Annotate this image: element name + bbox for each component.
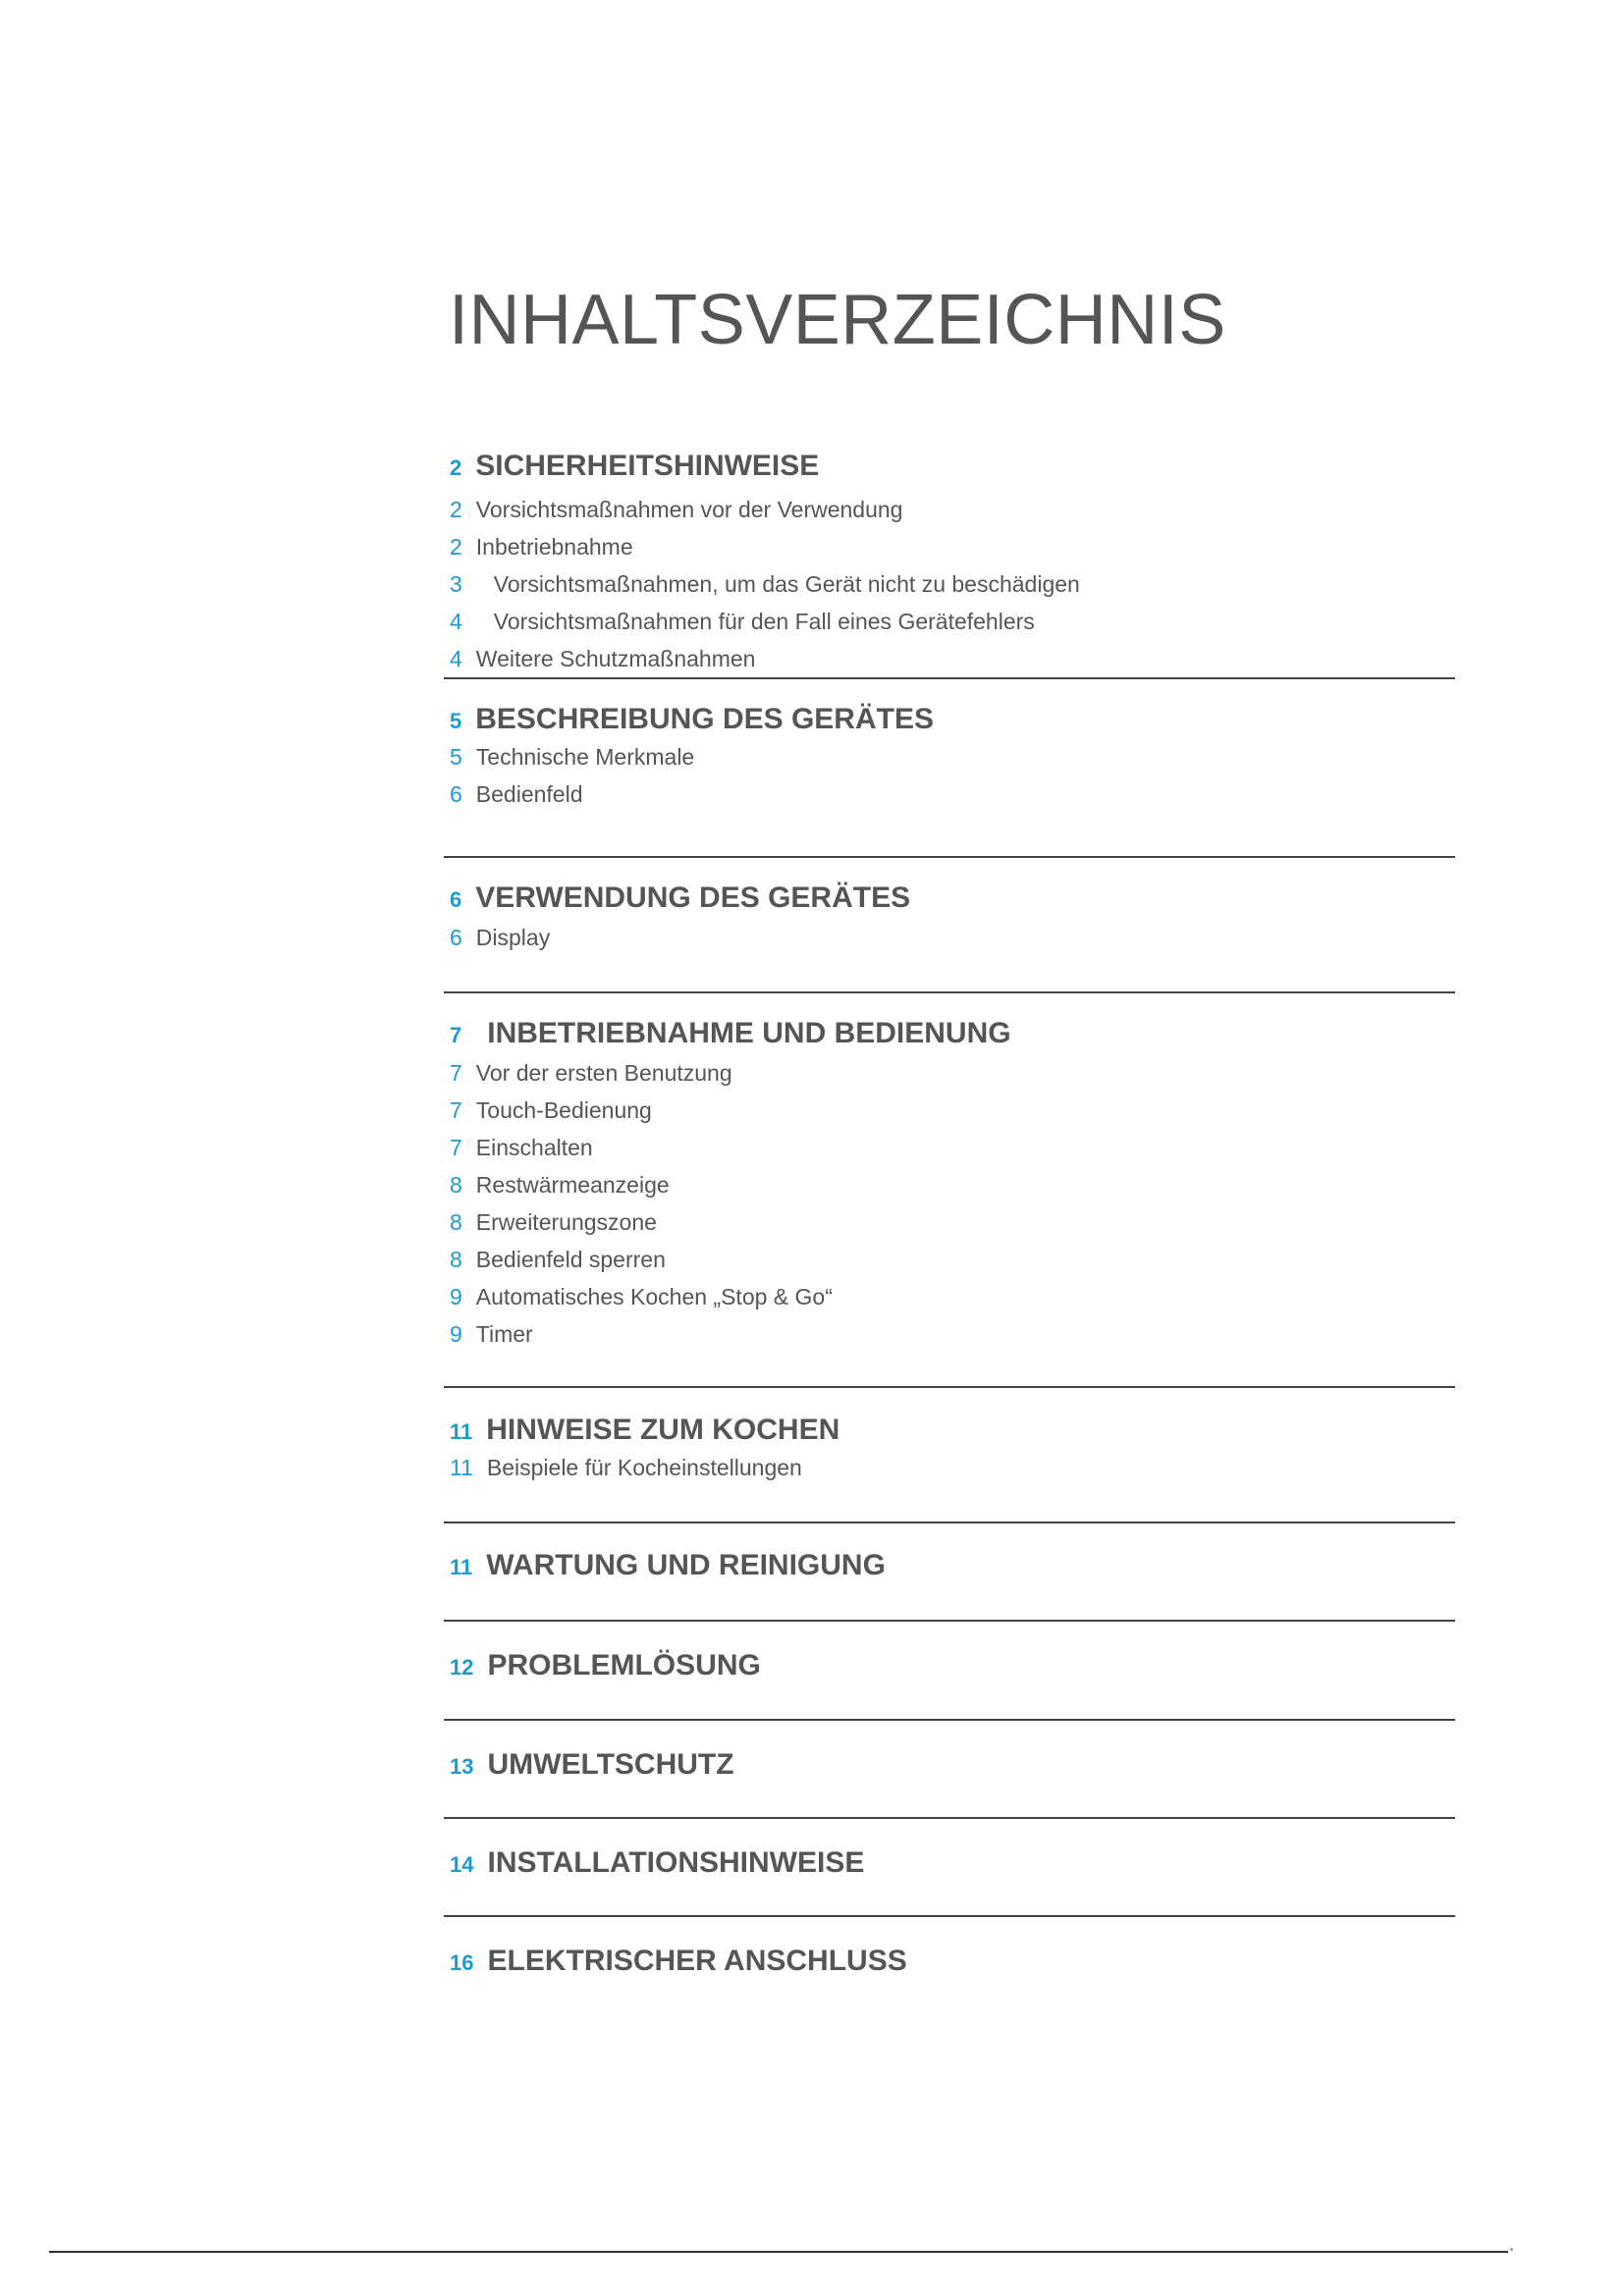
entry-label: Touch-Bedienung xyxy=(475,1097,652,1123)
toc-entry[interactable] xyxy=(450,781,1455,819)
page-number: 2 xyxy=(450,497,462,522)
page-number: 2 xyxy=(450,455,462,480)
toc-entry[interactable] xyxy=(450,1060,1455,1097)
toc-entry[interactable] xyxy=(450,1209,1455,1247)
toc-heading[interactable] xyxy=(450,881,1455,925)
page-number: 4 xyxy=(450,609,462,634)
heading-label: ELEKTRISCHER ANSCHLUSS xyxy=(487,1945,907,1977)
page-number: 7 xyxy=(450,1060,462,1086)
page-number: 7 xyxy=(450,1023,462,1047)
footer-mark xyxy=(1510,2248,1513,2251)
page-number: 11 xyxy=(450,1455,473,1480)
entry-label: Bedienfeld sperren xyxy=(475,1247,666,1272)
page-number: 8 xyxy=(450,1247,462,1272)
toc-heading[interactable] xyxy=(450,1649,1455,1698)
toc-entry[interactable] xyxy=(450,744,1455,781)
heading-label: HINWEISE ZUM KOCHEN xyxy=(486,1414,840,1446)
entry-label: Beispiele für Kocheinstellungen xyxy=(486,1455,802,1480)
page-number: 6 xyxy=(450,925,462,950)
toc-section-description xyxy=(444,679,1455,856)
page-number: 7 xyxy=(450,1097,462,1123)
entry-label: Bedienfeld xyxy=(475,781,583,807)
toc-entry[interactable] xyxy=(450,1284,1455,1321)
heading-label: SICHERHEITSHINWEISE xyxy=(475,450,820,482)
page-number: 9 xyxy=(450,1321,462,1347)
entry-label: Vorsichtsmaßnahmen, um das Gerät nicht zu beschädigen xyxy=(493,571,1080,597)
page-number: 5 xyxy=(450,744,462,770)
entry-label: Automatisches Kochen „Stop & Go“ xyxy=(475,1284,833,1309)
page-number: 2 xyxy=(450,534,462,560)
page-title: INHALTSVERZEICHNIS xyxy=(449,281,1226,359)
toc-section-maintenance xyxy=(444,1523,1455,1620)
toc-heading[interactable] xyxy=(450,1414,1455,1455)
page-number: 11 xyxy=(450,1419,473,1444)
toc-section-cooking-tips xyxy=(444,1388,1455,1522)
page-number: 9 xyxy=(450,1284,462,1309)
page-number: 6 xyxy=(450,887,462,912)
page-number: 11 xyxy=(450,1555,473,1579)
page-number: 4 xyxy=(450,646,462,671)
toc-section-installation xyxy=(444,1819,1455,1915)
heading-label: VERWENDUNG DES GERÄTES xyxy=(475,881,911,914)
page-number: 14 xyxy=(450,1852,474,1877)
toc-entry[interactable] xyxy=(450,1172,1455,1209)
heading-label: INBETRIEBNAHME UND BEDIENUNG xyxy=(487,1017,1011,1049)
toc-heading[interactable] xyxy=(450,1017,1455,1060)
toc-entry[interactable] xyxy=(450,1247,1455,1284)
toc-section-electrical xyxy=(444,1917,1455,2013)
toc-entry[interactable] xyxy=(450,925,1455,962)
toc-entry[interactable] xyxy=(450,534,1455,571)
entry-label: Vorsichtsmaßnahmen vor der Verwendung xyxy=(475,497,903,522)
page-number: 5 xyxy=(450,709,462,733)
toc-section-operation xyxy=(444,993,1455,1386)
page-number: 3 xyxy=(450,571,462,597)
entry-label: Vorsichtsmaßnahmen für den Fall eines Gerätefehlers xyxy=(493,609,1035,634)
toc-section-environment xyxy=(444,1721,1455,1817)
toc-entry[interactable] xyxy=(450,497,1455,534)
page-number: 7 xyxy=(450,1135,462,1160)
entry-label: Einschalten xyxy=(475,1135,593,1160)
heading-label: PROBLEMLÖSUNG xyxy=(487,1649,761,1682)
toc-heading[interactable] xyxy=(450,1748,1455,1797)
entry-label: Vor der ersten Benutzung xyxy=(475,1060,732,1086)
page-number: 8 xyxy=(450,1209,462,1235)
heading-label: WARTUNG UND REINIGUNG xyxy=(486,1549,886,1581)
toc-section-usage xyxy=(444,858,1455,991)
entry-label: Technische Merkmale xyxy=(475,744,695,770)
toc-entry[interactable] xyxy=(450,1455,1455,1492)
entry-label: Display xyxy=(475,925,551,950)
toc-entry[interactable] xyxy=(450,1135,1455,1172)
entry-label: Timer xyxy=(475,1321,533,1347)
heading-label: INSTALLATIONSHINWEISE xyxy=(487,1846,865,1879)
page-number: 8 xyxy=(450,1172,462,1198)
toc-heading[interactable] xyxy=(450,1549,1455,1598)
table-of-contents xyxy=(444,450,1455,2013)
toc-heading[interactable] xyxy=(450,703,1455,744)
toc-entry[interactable] xyxy=(450,1321,1455,1359)
entry-label: Erweiterungszone xyxy=(475,1209,657,1235)
toc-heading[interactable] xyxy=(450,450,1455,497)
toc-heading[interactable] xyxy=(450,1846,1455,1896)
page-number: 13 xyxy=(450,1754,474,1779)
page-number: 12 xyxy=(450,1655,474,1680)
heading-label: BESCHREIBUNG DES GERÄTES xyxy=(475,703,934,735)
toc-entry[interactable] xyxy=(450,571,1455,609)
entry-label: Weitere Schutzmaßnahmen xyxy=(475,646,756,671)
page-number: 16 xyxy=(450,1950,474,1975)
heading-label: UMWELTSCHUTZ xyxy=(487,1748,734,1781)
footer-divider xyxy=(49,2251,1508,2253)
page-number: 6 xyxy=(450,781,462,807)
toc-entry[interactable] xyxy=(450,1097,1455,1135)
toc-section-safety xyxy=(444,450,1455,677)
toc-entry[interactable] xyxy=(450,609,1455,646)
entry-label: Restwärmeanzeige xyxy=(475,1172,670,1198)
toc-section-troubleshooting xyxy=(444,1622,1455,1719)
entry-label: Inbetriebnahme xyxy=(475,534,633,560)
toc-heading[interactable] xyxy=(450,1945,1455,1994)
